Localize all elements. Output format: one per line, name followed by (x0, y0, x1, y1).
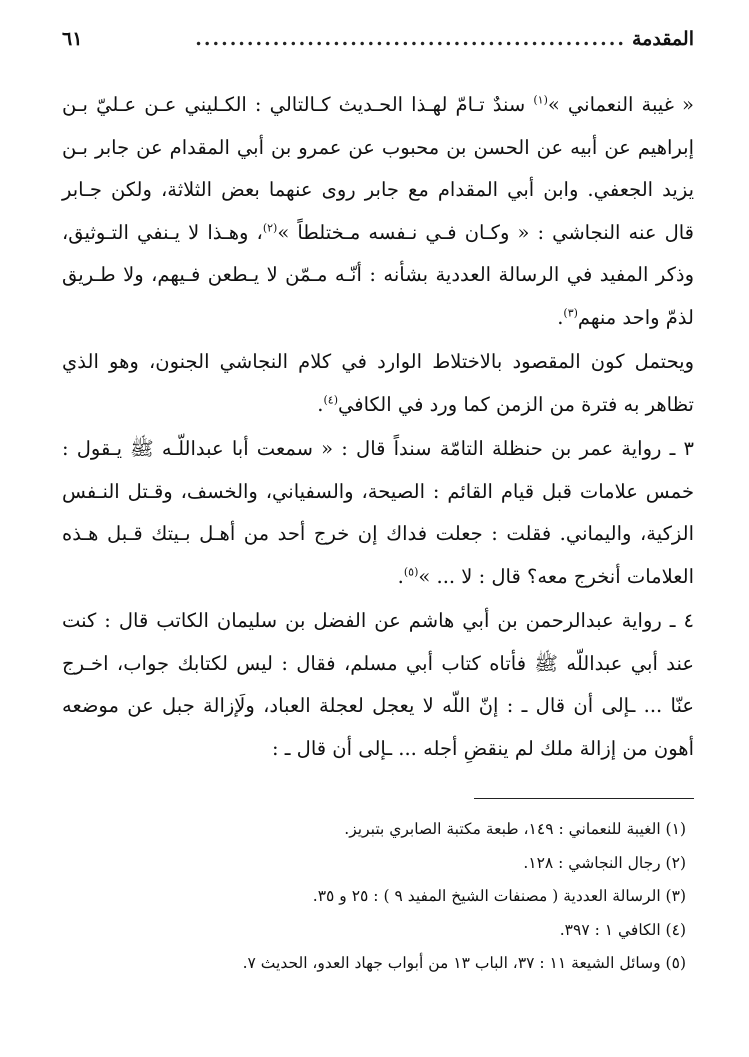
footnote-ref[interactable]: (٤) (323, 393, 338, 406)
footnote-item: (٢) رجال النجاشي : ١٢٨. (523, 853, 686, 872)
paragraph-text: ويحتمل كون المقصود بالاختلاط الوارد في كلام النجاشي الجنون، وهو الذي تظاهر به فترة من الزمن كما ورد في الكافي (62, 350, 694, 416)
running-header (62, 28, 694, 62)
paragraph-text: ٣ ـ رواية عمر بن حنظلة التامّة سنداً قال : « سمعت أبا عبداللّـه ﷺ يـقول : خمس علامات قبل قيام القائم : الصيحة، والسفياني، والخسف، وقـتل النـفس الزكية، واليماني. فقلت : جعلت فداك إن خرج أحد من أهـل بـيتك قـبل هـذه العلامات أنخرج معه؟ قال : لا ... » (62, 437, 694, 588)
footnote-item: (٣) الرسالة العددية ( مصنفات الشيخ المفيد ٩ ) : ٢٥ و ٣٥. (312, 887, 686, 905)
footnote-ref[interactable]: (٥) (403, 565, 419, 578)
book-page (62, 28, 694, 1028)
paragraph-4 (62, 600, 694, 770)
footnote-ref[interactable]: (٣) (563, 306, 578, 319)
paragraph-text: ٤ ـ رواية عبدالرحمن بن أبي هاشم عن الفضل بن سليمان الكاتب قال : كنت عند أبي عبداللّه ﷺ فأتاه كتاب أبي مسلم، فقال : ليس لكتابك جواب، اخـرج عنّا ... ـإلى أن قال ـ : إنّ اللّه لا يعجل لعجلة العباد، ولَإزالة جبل عن موضعه أهون من إزالة ملك لم ينقضِ أجله ... ـإلى أن قال ـ : (62, 609, 694, 760)
paragraph-text: . (317, 392, 324, 416)
paragraph-text: سندٌ تـامّ لهـذا الحـديث كـالتالي : الكـليني عـن عـليّ بـن إبراهيم عن أبيه عن الحسن بن محبوب عن عمرو بن أبي المقدام عن جابر بـن يزيد الجعفي. وابن أبي المقدام مع جابر روى عنهما بعض الثلاثة، ولكن جـابر قال عنه النجاشي : « وكـان فـي نـفسه مـختلطاً » (62, 93, 694, 244)
paragraph-text: . (557, 305, 564, 329)
leader-dots: .................................................. (195, 28, 626, 50)
footnote-item: (٤) الكافي ١ : ٣٩٧. (559, 920, 686, 939)
paragraph-2 (62, 341, 694, 426)
paragraph-text: « غيبة النعماني » (547, 93, 694, 116)
paragraph-text: ، وهـذا لا يـنفي التـوثيق، وذكر المفيد في الرسالة العددية بشأنه : أنّـه مـمّن لا يـطعن فـيهم، ولا طـريق لذمّ واحد منهم (62, 220, 694, 329)
footnote-separator (474, 798, 694, 799)
paragraph-1 (62, 84, 694, 339)
footnote-item: (٥) وسائل الشيعة ١١ : ٣٧، الباب ١٣ من أبواب جهاد العدو، الحديث ٧. (242, 954, 686, 972)
footnote-item: (١) الغيبة للنعماني : ١٤٩، طبعة مكتبة الصابري بتبريز. (344, 820, 686, 838)
page-number: ٦١ (62, 28, 83, 50)
paragraph-3 (62, 428, 694, 598)
paragraph-text: . (397, 564, 404, 588)
footnotes (62, 813, 694, 981)
footnote-ref[interactable]: (١) (533, 93, 548, 107)
chapter-title: المقدمة (631, 28, 694, 50)
main-text (62, 84, 694, 770)
footnote-ref[interactable]: (٢) (262, 221, 278, 234)
